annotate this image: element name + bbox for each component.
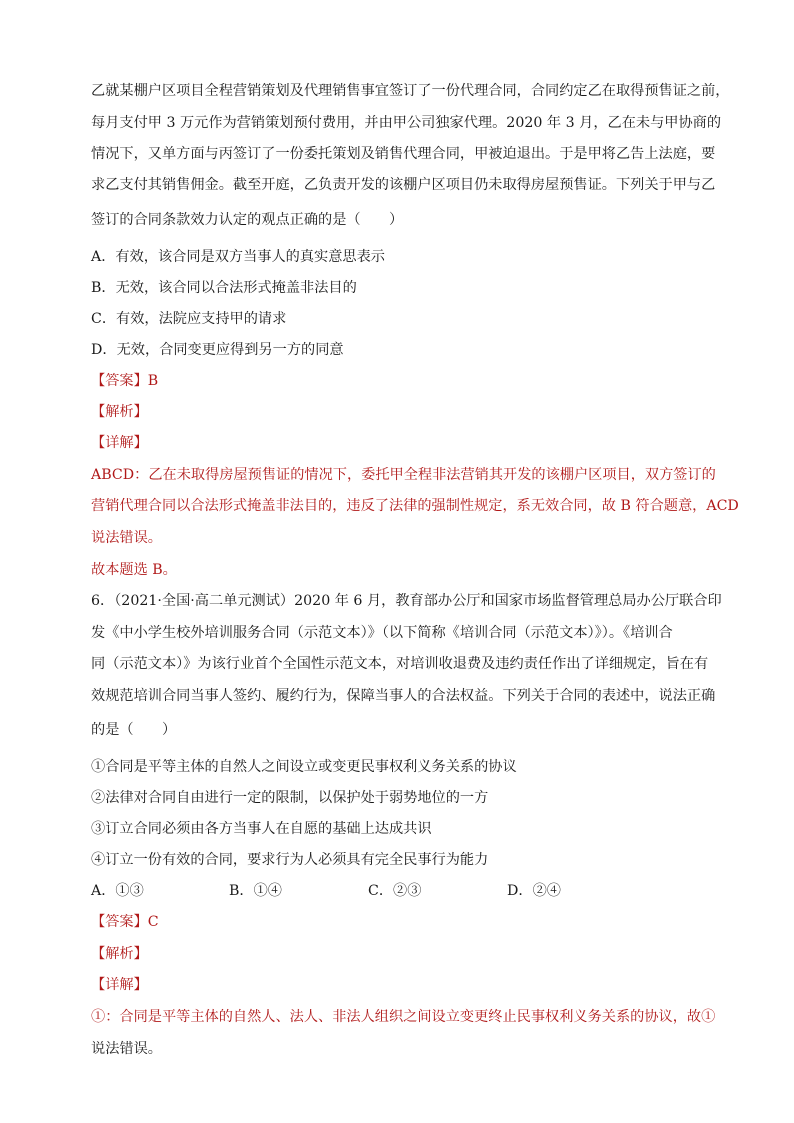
q6-stem-line: 的是（ ） bbox=[91, 722, 177, 738]
q5-option-a: A．有效，该合同是双方当事人的真实意思表示 bbox=[91, 249, 385, 265]
q5-detail-label: 【详解】 bbox=[91, 435, 148, 451]
q5-stem-line: 求乙支付其销售佣金。截至开庭，乙负责开发的该棚户区项目仍未取得房屋预售证。下列关于甲与乙 bbox=[91, 177, 716, 193]
q6-option-b: B．①④ bbox=[229, 883, 282, 899]
q6-analysis-label: 【解析】 bbox=[91, 946, 148, 962]
q6-detail-line: 说法错误。 bbox=[91, 1041, 162, 1057]
q6-answer: 【答案】C bbox=[91, 914, 159, 930]
q6-stem-line: 效规范培训合同当事人签约、履约行为，保障当事人的合法权益。下列关于合同的表述中，说法正确 bbox=[91, 688, 716, 704]
q5-stem-line: 签订的合同条款效力认定的观点正确的是（ ） bbox=[91, 212, 404, 228]
q6-option-a: A．①③ bbox=[91, 883, 144, 899]
q6-detail-line: ①：合同是平等主体的自然人、法人、非法人组织之间设立变更终止民事权利义务关系的协议，故① bbox=[91, 1009, 716, 1025]
q5-detail-line: 说法错误。 bbox=[91, 530, 162, 546]
q6-statement-3: ③订立合同必须由各方当事人在自愿的基础上达成共识 bbox=[91, 821, 432, 837]
q5-detail-line: ABCD：乙在未取得房屋预售证的情况下，委托甲全程非法营销其开发的该棚户区项目，双方签订的 bbox=[91, 467, 716, 483]
q6-stem-line: 同（示范文本）》为该行业首个全国性示范文本，对培训收退费及违约责任作出了详细规定，旨在有 bbox=[91, 656, 709, 672]
q6-statement-1: ①合同是平等主体的自然人之间设立或变更民事权利义务关系的协议 bbox=[91, 759, 517, 775]
q5-option-b: B．无效，该合同以合法形式掩盖非法目的 bbox=[91, 280, 357, 296]
q5-detail-line: 营销代理合同以合法形式掩盖非法目的，违反了法律的强制性规定，系无效合同，故 B 符合题意，ACD bbox=[91, 498, 739, 514]
q5-option-c: C．有效，法院应支持甲的请求 bbox=[91, 311, 287, 327]
q6-option-d: D．②④ bbox=[507, 883, 561, 899]
q5-answer: 【答案】B bbox=[91, 373, 159, 389]
q6-statement-2: ②法律对合同自由进行一定的限制，以保护处于弱势地位的一方 bbox=[91, 790, 489, 806]
q5-conclusion: 故本题选 B。 bbox=[91, 562, 177, 578]
q5-stem-line: 每月支付甲 3 万元作为营销策划预付费用，并由甲公司独家代理。2020 年 3 月，乙在未与甲协商的 bbox=[91, 115, 722, 131]
q6-statement-4: ④订立一份有效的合同，要求行为人必须具有完全民事行为能力 bbox=[91, 852, 489, 868]
q5-stem-line: 乙就某棚户区项目全程营销策划及代理销售事宜签订了一份代理合同，合同约定乙在取得预售证之前， bbox=[91, 83, 730, 99]
q6-stem-line: 6．（2021·全国·高二单元测试）2020 年 6 月，教育部办公厅和国家市场监督管理总局办公厅联合印 bbox=[91, 593, 722, 609]
q6-stem-line: 发《中小学生校外培训服务合同（示范文本）》（以下简称《培训合同（示范文本）》）。《培训合 bbox=[91, 625, 673, 641]
q6-option-c: C．②③ bbox=[368, 883, 422, 899]
q5-option-d: D．无效，合同变更应得到另一方的同意 bbox=[91, 342, 344, 358]
q5-stem-line: 情况下，又单方面与丙签订了一份委托策划及销售代理合同，甲被迫退出。于是甲将乙告上法庭，要 bbox=[91, 146, 716, 162]
q6-detail-label: 【详解】 bbox=[91, 977, 148, 993]
q5-analysis-label: 【解析】 bbox=[91, 404, 148, 420]
